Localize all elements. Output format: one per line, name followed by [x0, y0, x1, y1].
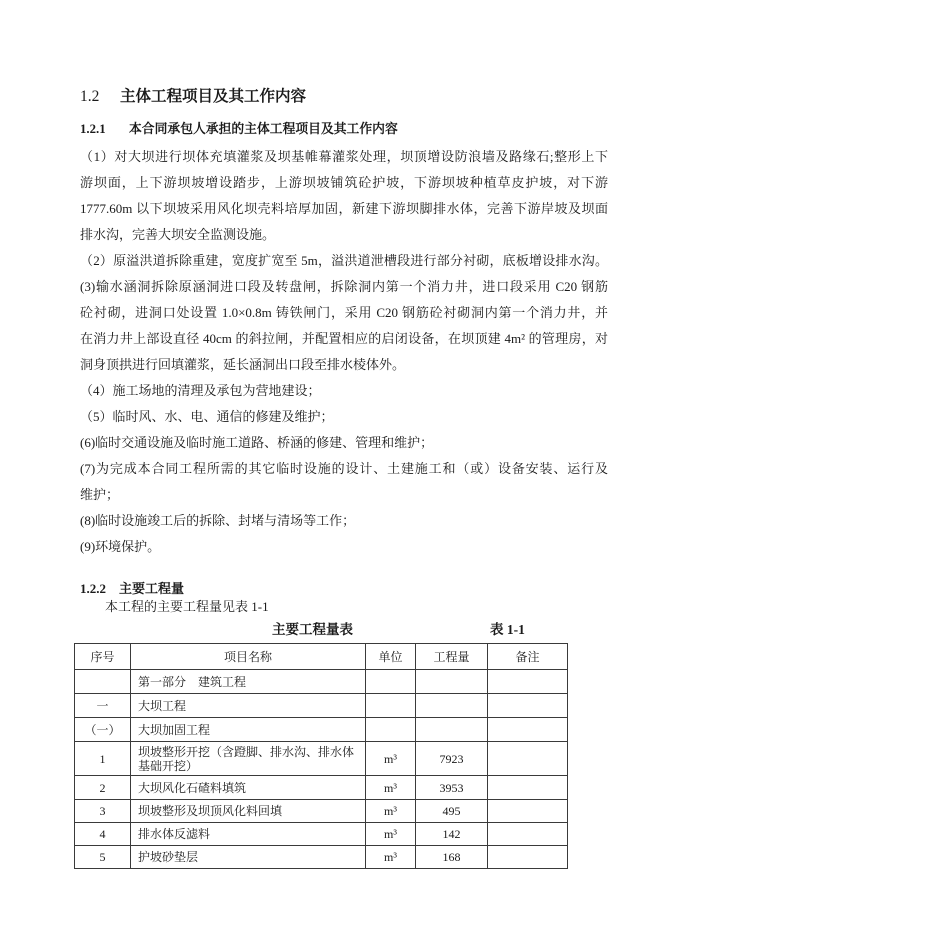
cell-no: 1 [75, 742, 131, 776]
cell-remark [488, 823, 568, 846]
cell-item-name: 大坝风化石碴料填筑 [131, 776, 366, 800]
subsection-title: 主要工程量 [119, 581, 185, 596]
paragraph-item-7 [80, 456, 608, 508]
cell-unit: m³ [366, 846, 416, 869]
cell-item-name: 坝坡整形及坝顶风化料回填 [131, 800, 366, 823]
table-row [75, 718, 568, 742]
body-line: (6)临时交通设施及临时施工道路、桥涵的修建、管理和维护； [80, 435, 434, 450]
cell-no: 2 [75, 776, 131, 800]
body-line: 游坝面，上下游坝坡增设踏步，上游坝坡铺筑砼护坡，下游坝坡种植草皮护坡，对下游 [80, 175, 608, 190]
paragraph-item-2 [80, 248, 608, 274]
cell-quantity: 7923 [416, 742, 488, 776]
subsection-number: 1.2.2 [80, 581, 106, 596]
cell-unit: m³ [366, 800, 416, 823]
table-label: 表 1-1 [490, 622, 525, 637]
cell-remark [488, 846, 568, 869]
cell-quantity [416, 670, 488, 694]
cell-item-name: 大坝工程 [131, 694, 366, 718]
table-row [75, 694, 568, 718]
body-line: (7)为完成本合同工程所需的其它临时设施的设计、土建施工和（或）设备安装、运行及 [80, 461, 608, 476]
work-content-body [80, 144, 608, 560]
table-row [75, 823, 568, 846]
header-cell-item-name: 项目名称 [131, 644, 366, 670]
table-row [75, 742, 568, 776]
body-line: 维护； [80, 487, 120, 502]
section-heading [80, 87, 306, 107]
body-line: 1777.60m 以下坝坡采用风化坝壳料培厚加固，新建下游坝脚排水体，完善下游岸坡及坝面 [80, 201, 608, 216]
cell-remark [488, 742, 568, 776]
body-line: 砼衬砌，进洞口处设置 1.0×0.8m 铸铁闸门，采用 C20 钢筋砼衬砌洞内第一个消力井，并 [80, 305, 608, 320]
cell-quantity: 495 [416, 800, 488, 823]
paragraph-item-1 [80, 144, 608, 248]
cell-unit: m³ [366, 776, 416, 800]
body-line: （2）原溢洪道拆除重建，宽度扩宽至 5m，溢洪道泄槽段进行部分衬砌，底板增设排水沟。 [80, 253, 608, 268]
cell-no: 5 [75, 846, 131, 869]
body-line: 在消力井上部设直径 40cm 的斜拉闸，并配置相应的启闭设备，在坝顶建 4m² 的管理房，对 [80, 331, 608, 346]
section-title: 主体工程项目及其工作内容 [120, 88, 307, 105]
subsection-title: 本合同承包人承担的主体工程项目及其工作内容 [129, 121, 398, 136]
section-number: 1.2 [80, 88, 100, 105]
cell-no [75, 670, 131, 694]
cell-quantity: 142 [416, 823, 488, 846]
body-line: (8)临时设施竣工后的拆除、封堵与清场等工作； [80, 513, 356, 528]
paragraph-item-9 [80, 534, 608, 560]
table-row [75, 846, 568, 869]
subsection-number: 1.2.1 [80, 122, 106, 136]
cell-remark [488, 670, 568, 694]
cell-unit [366, 718, 416, 742]
cell-unit [366, 694, 416, 718]
cell-unit [366, 670, 416, 694]
table-header-row [75, 644, 568, 670]
table-row [75, 670, 568, 694]
cell-remark [488, 800, 568, 823]
cell-unit: m³ [366, 823, 416, 846]
cell-no: 一 [75, 694, 131, 718]
cell-quantity: 168 [416, 846, 488, 869]
header-cell-no: 序号 [75, 644, 131, 670]
body-line: （1）对大坝进行坝体充填灌浆及坝基帷幕灌浆处理，坝顶增设防浪墙及路缘石;整形上下 [80, 149, 608, 164]
cell-remark [488, 776, 568, 800]
cell-item-name: 第一部分 建筑工程 [131, 670, 366, 694]
quantities-table [74, 643, 568, 869]
subsection-heading-1-2-2 [80, 580, 184, 598]
cell-quantity [416, 718, 488, 742]
cell-no: （一） [75, 718, 131, 742]
cell-remark [488, 694, 568, 718]
paragraph-item-4 [80, 378, 608, 404]
body-line: （4）施工场地的清理及承包为营地建设； [80, 383, 321, 398]
body-line: 洞身顶拱进行回填灌浆，延长涵洞出口段至排水棱体外。 [80, 357, 406, 372]
paragraph-item-6 [80, 430, 608, 456]
cell-item-name: 排水体反滤料 [131, 823, 366, 846]
cell-no: 4 [75, 823, 131, 846]
cell-item-name: 坝坡整形开挖（含蹬脚、排水沟、排水体基础开挖） [131, 742, 366, 776]
table-caption: 主要工程量表 [272, 622, 353, 637]
table-row [75, 776, 568, 800]
header-cell-unit: 单位 [366, 644, 416, 670]
body-line: （5）临时风、水、电、通信的修建及维护； [80, 409, 334, 424]
cell-unit: m³ [366, 742, 416, 776]
body-line: (3)输水涵洞拆除原涵洞进口段及转盘闸，拆除洞内第一个消力井，进口段采用 C20 钢筋 [80, 279, 608, 294]
cell-quantity [416, 694, 488, 718]
subsection-heading-1-2-1 [80, 120, 398, 138]
paragraph-item-5 [80, 404, 608, 430]
cell-item-name: 大坝加固工程 [131, 718, 366, 742]
header-cell-remark: 备注 [488, 644, 568, 670]
paragraph-item-8 [80, 508, 608, 534]
body-line: (9)环境保护。 [80, 539, 161, 554]
cell-item-name: 护坡砂垫层 [131, 846, 366, 869]
cell-quantity: 3953 [416, 776, 488, 800]
table-intro-text: 本工程的主要工程量见表 1-1 [105, 599, 269, 614]
cell-remark [488, 718, 568, 742]
paragraph-item-3 [80, 274, 608, 378]
body-line: 排水沟，完善大坝安全监测设施。 [80, 227, 276, 242]
header-cell-quantity: 工程量 [416, 644, 488, 670]
cell-no: 3 [75, 800, 131, 823]
table-row [75, 800, 568, 823]
